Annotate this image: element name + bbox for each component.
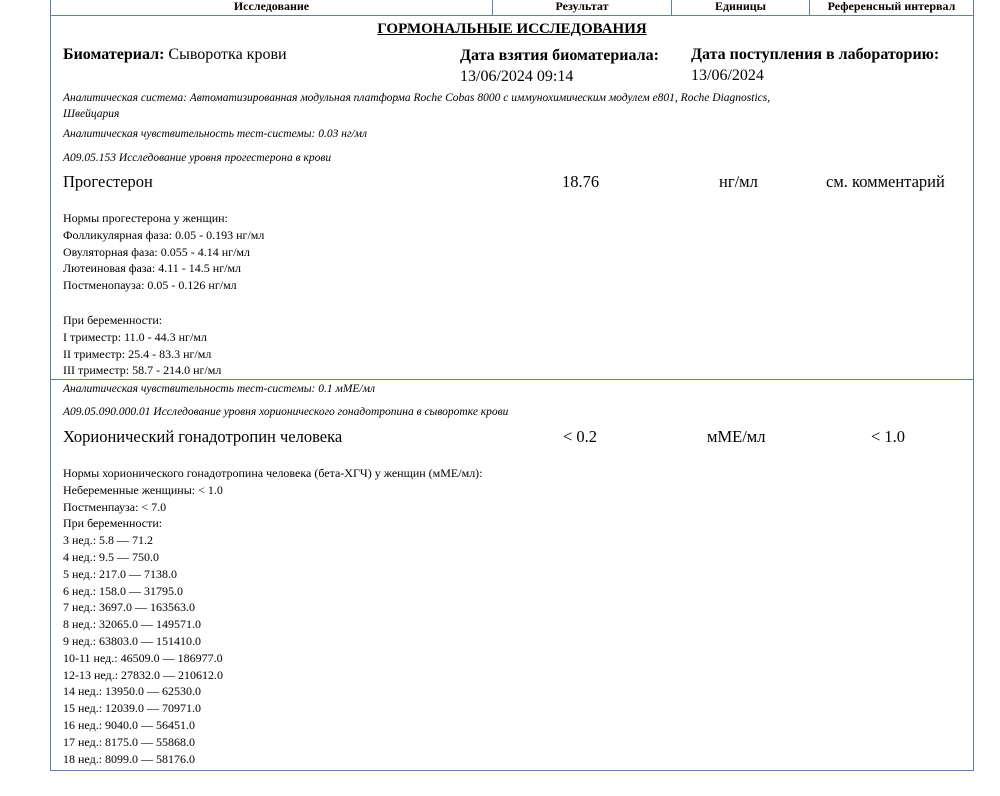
progesterone-units: нг/мл	[719, 172, 758, 191]
norm-line: 6 нед.: 158.0 — 31795.0	[63, 583, 184, 598]
norm-line: 15 нед.: 12039.0 — 70971.0	[63, 701, 202, 716]
header-units: Единицы	[714, 0, 767, 13]
biomaterial-block	[63, 46, 287, 64]
norm-line: 14 нед.: 13950.0 — 62530.0	[63, 684, 202, 699]
progesterone-sensitivity: Аналитическая чувствительность тест-системы: 0.03 нг/мл	[63, 128, 367, 140]
results-table	[50, 0, 974, 771]
collection-date-value: 13/06/2024 09:14	[460, 68, 574, 85]
norm-line: 12-13 нед.: 27832.0 — 210612.0	[63, 667, 224, 682]
biomaterial-label: Биоматериал:	[63, 46, 165, 63]
norm-line: Небеременные женщины: < 1.0	[63, 482, 223, 497]
collection-date-label: Дата взятия биоматериала:	[460, 47, 659, 64]
norm-line: 3 нед.: 5.8 — 71.2	[63, 533, 154, 548]
norm-line: 4 нед.: 9.5 — 750.0	[63, 549, 160, 564]
norm-line: 10-11 нед.: 46509.0 — 186977.0	[63, 650, 223, 665]
norm-line: 18 нед.: 8099.0 — 58176.0	[63, 751, 196, 766]
biomaterial-value: Сыворотка крови	[168, 46, 287, 63]
header-reference: Референсный интервал	[827, 0, 956, 13]
norm-line: Нормы хорионического гонадотропина человека (бета-ХГЧ) у женщин (мМЕ/мл):	[63, 466, 483, 480]
norm-line: 5 нед.: 217.0 — 7138.0	[63, 566, 178, 581]
norm-line: Постменпауза: < 7.0	[63, 499, 167, 514]
norm-line: II триместр: 25.4 - 83.3 нг/мл	[63, 346, 212, 361]
norm-line: 17 нед.: 8175.0 — 55868.0	[63, 734, 196, 749]
analytic-system-line: Аналитическая система: Автоматизированная модульная платформа Roche Cobas 8000 с иммунохимическим модулем e801, Roche Diagnostics,	[63, 92, 771, 104]
hcg-code: A09.05.090.000.01 Исследование уровня хорионического гонадотропина в сыворотке крови	[63, 406, 509, 418]
norm-line: Овуляторная фаза: 0.055 - 4.14 нг/мл	[63, 244, 251, 259]
row-divider	[51, 379, 973, 380]
norm-line: 8 нед.: 32065.0 — 149571.0	[63, 617, 202, 632]
receipt-date-value: 13/06/2024	[691, 67, 764, 84]
header-result: Результат	[555, 0, 609, 13]
norm-line: При беременности:	[63, 516, 163, 531]
hcg-norms	[63, 465, 483, 767]
norm-line: 9 нед.: 63803.0 — 151410.0	[63, 633, 202, 648]
hcg-name: Хорионический гонадотропин человека	[63, 427, 343, 446]
progesterone-pregnancy-norms	[63, 312, 221, 379]
hcg-sensitivity: Аналитическая чувствительность тест-системы: 0.1 мМЕ/мл	[63, 383, 375, 395]
analytic-system-line: Швейцария	[63, 108, 120, 120]
hcg-result: < 0.2	[563, 427, 598, 446]
norm-line: Фолликулярная фаза: 0.05 - 0.193 нг/мл	[63, 227, 265, 242]
hcg-reference: < 1.0	[871, 427, 906, 446]
progesterone-reference: см. комментарий	[826, 172, 945, 191]
progesterone-name: Прогестерон	[63, 172, 153, 191]
progesterone-code: A09.05.153 Исследование уровня прогестерона в крови	[63, 152, 332, 164]
hcg-units: мМЕ/мл	[707, 427, 766, 446]
norm-line: Постменопауза: 0.05 - 0.126 нг/мл	[63, 278, 237, 293]
progesterone-norms	[63, 210, 264, 294]
norm-line: III триместр: 58.7 - 214.0 нг/мл	[63, 363, 222, 378]
progesterone-result: 18.76	[562, 172, 600, 191]
norm-line: 16 нед.: 9040.0 — 56451.0	[63, 717, 196, 732]
section-title: ГОРМОНАЛЬНЫЕ ИССЛЕДОВАНИЯ	[377, 21, 647, 37]
norm-line: При беременности:	[63, 313, 163, 327]
receipt-date-label: Дата поступления в лабораторию:	[691, 46, 940, 63]
header-test: Исследование	[233, 0, 310, 13]
norm-line: I триместр: 11.0 - 44.3 нг/мл	[63, 329, 207, 344]
norm-line: Нормы прогестерона у женщин:	[63, 211, 228, 225]
norm-line: Лютеиновая фаза: 4.11 - 14.5 нг/мл	[63, 261, 242, 276]
table-header	[51, 0, 973, 16]
norm-line: 7 нед.: 3697.0 — 163563.0	[63, 600, 196, 615]
